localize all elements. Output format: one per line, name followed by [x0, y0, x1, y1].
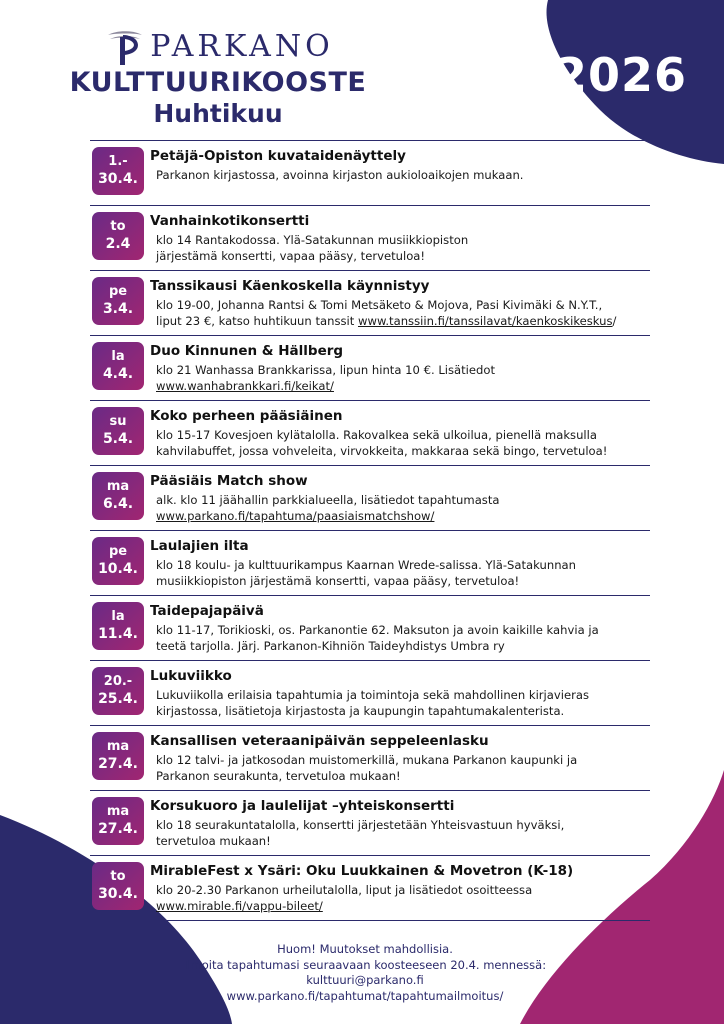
event-link[interactable]: www.wanhabrankkari.fi/keikat/ — [156, 379, 334, 393]
event-link[interactable]: www.tanssiin.fi/tanssilavat/kaenkoskikeskus — [357, 314, 613, 328]
event-title: Vanhainkotikonsertti — [150, 213, 310, 229]
date-badge — [92, 472, 144, 520]
event-line: kahvilabuffet, jossa vohveleita, virvokkeita, makkaraa sekä bingo, tervetuloa! — [156, 444, 608, 458]
event-text: liput 23 €, katso huhtikuun tanssit — [156, 314, 358, 328]
badge-date: 2.4 — [105, 236, 131, 252]
badge-date: 5.4. — [102, 431, 134, 447]
badge-day: pe — [108, 544, 128, 559]
badge-date: 6.4. — [102, 496, 134, 512]
event-line: Lukuviikolla erilaisia tapahtumia ja toimintoja sekä mahdollinen kirjavieras — [156, 688, 590, 702]
badge-date: 10.4. — [98, 561, 138, 577]
badge-date: 4.4. — [102, 366, 134, 382]
event-item — [90, 660, 650, 725]
badge-date: 11.4. — [98, 626, 138, 642]
event-title: Taidepajapäivä — [150, 603, 264, 619]
event-link-tail: / — [612, 314, 617, 328]
badge-date: 25.4. — [98, 691, 138, 707]
event-line: klo 20-2.30 Parkanon urheilutalolla, liput ja lisätiedot osoitteessa — [156, 883, 533, 897]
event-line: klo 15-17 Kovesjoen kylätalolla. Rakovalkea sekä ulkoilua, pienellä maksulla — [156, 428, 597, 442]
event-line — [156, 508, 500, 524]
date-badge — [92, 407, 144, 455]
date-badge — [92, 277, 144, 325]
page-subtitle: Huhtikuu — [153, 99, 283, 128]
event-link[interactable]: www.mirable.fi/vappu-bileet/ — [156, 899, 323, 913]
event-line: klo 21 Wanhassa Brankkarissa, lipun hinta 10 €. Lisätiedot — [156, 363, 496, 377]
date-badge — [92, 732, 144, 780]
event-item — [90, 530, 650, 595]
footer — [150, 942, 580, 1004]
badge-day: la — [111, 349, 125, 364]
badge-day: ma — [106, 479, 130, 494]
badge-date: 27.4. — [98, 821, 138, 837]
date-badge — [92, 602, 144, 650]
event-line: Parkanon kirjastossa, avoinna kirjaston aukioloaikojen mukaan. — [156, 168, 524, 182]
event-line: klo 12 talvi- ja jatkosodan muistomerkillä, mukana Parkanon kaupunki ja — [156, 753, 578, 767]
badge-day: su — [109, 414, 127, 429]
event-description — [156, 297, 616, 329]
date-badge — [92, 342, 144, 390]
event-item — [90, 725, 650, 790]
event-line — [156, 898, 532, 914]
event-item — [90, 790, 650, 855]
footer-url[interactable]: www.parkano.fi/tapahtumat/tapahtumailmoitus/ — [226, 988, 504, 1003]
event-description — [156, 622, 599, 654]
badge-day: to — [110, 869, 126, 884]
date-badge — [92, 212, 144, 260]
event-description — [156, 492, 500, 524]
event-line: alk. klo 11 jäähallin parkkialueella, lisätiedot tapahtumasta — [156, 493, 500, 507]
event-line: klo 18 seurakuntatalolla, konsertti järjestetään Yhteisvastuun hyväksi, — [156, 818, 565, 832]
date-badge — [92, 667, 144, 715]
event-line: klo 11-17, Torikioski, os. Parkanontie 62. Maksuton ja avoin kaikille kahvia ja — [156, 623, 599, 637]
event-title: Petäjä-Opiston kuvataidenäyttely — [150, 148, 406, 164]
parkano-logo — [58, 26, 378, 68]
event-line: teetä tarjolla. Järj. Parkanon-Kihniön Taideyhdistys Umbra ry — [156, 639, 505, 653]
footer-instructions: Ilmoita tapahtumasi seuraavaan koosteeseen 20.4. mennessä: — [183, 957, 547, 972]
event-description — [156, 752, 577, 784]
badge-day: 20.- — [103, 674, 133, 689]
header — [58, 26, 378, 130]
event-description — [156, 427, 607, 459]
badge-day: ma — [106, 804, 130, 819]
event-line: musiikkiopiston järjestämä konsertti, vapaa pääsy, tervetuloa! — [156, 574, 520, 588]
event-line: järjestämä konsertti, vapaa pääsy, tervetuloa! — [156, 249, 426, 263]
event-title: Duo Kinnunen & Hällberg — [150, 343, 344, 359]
event-title: MirableFest x Ysäri: Oku Luukkainen & Movetron (K-18) — [150, 863, 574, 879]
event-item — [90, 400, 650, 465]
badge-day: pe — [108, 284, 128, 299]
footer-email[interactable]: kulttuuri@parkano.fi — [306, 973, 424, 987]
event-title: Kansallisen veteraanipäivän seppeleenlasku — [150, 733, 489, 749]
event-line: klo 18 koulu- ja kulttuurikampus Kaarnan Wrede-salissa. Ylä-Satakunnan — [156, 558, 577, 572]
badge-date: 3.4. — [102, 301, 134, 317]
date-badge — [92, 147, 144, 195]
event-line — [156, 378, 495, 394]
badge-date: 27.4. — [98, 756, 138, 772]
event-title: Laulajien ilta — [150, 538, 249, 554]
parkano-logo-mark — [102, 27, 148, 67]
event-description — [156, 167, 524, 183]
event-item — [90, 855, 650, 921]
event-line: kirjastossa, lisätietoja kirjastosta ja kaupungin tapahtumakalenterista. — [156, 704, 565, 718]
badge-day: ma — [106, 739, 130, 754]
event-description — [156, 557, 576, 589]
event-description — [156, 232, 468, 264]
event-title: Lukuviikko — [150, 668, 232, 684]
year-label: 2026 — [555, 48, 688, 102]
date-badge — [92, 862, 144, 910]
badge-day: 1.- — [108, 154, 128, 169]
event-line: Parkanon seurakunta, tervetuloa mukaan! — [156, 769, 401, 783]
badge-day: to — [110, 219, 126, 234]
event-list — [90, 140, 650, 921]
event-description — [156, 687, 589, 719]
event-title: Koko perheen pääsiäinen — [150, 408, 343, 424]
event-line: klo 19-00, Johanna Rantsi & Tomi Metsäketo & Mojova, Pasi Kivimäki & N.Y.T., — [156, 298, 603, 312]
badge-day: la — [111, 609, 125, 624]
event-title: Korsukuoro ja laulelijat –yhteiskonsertti — [150, 798, 455, 814]
event-link[interactable]: www.parkano.fi/tapahtuma/paasiaismatchshow/ — [156, 509, 435, 523]
logo-text: PARKANO — [150, 29, 334, 64]
date-badge — [92, 537, 144, 585]
event-item — [90, 335, 650, 400]
event-description — [156, 817, 564, 849]
event-line: tervetuloa mukaan! — [156, 834, 271, 848]
badge-date: 30.4. — [98, 886, 138, 902]
event-item — [90, 595, 650, 660]
page-title: KULTTUURIKOOSTE — [69, 67, 367, 98]
footer-notice: Huom! Muutokset mahdollisia. — [277, 942, 453, 956]
date-badge — [92, 797, 144, 845]
event-line — [156, 313, 616, 329]
event-item — [90, 270, 650, 335]
event-item — [90, 140, 650, 205]
event-item — [90, 465, 650, 530]
badge-date: 30.4. — [98, 171, 138, 187]
event-line: klo 14 Rantakodossa. Ylä-Satakunnan musiikkiopiston — [156, 233, 469, 247]
event-title: Tanssikausi Käenkoskella käynnistyy — [150, 278, 430, 294]
event-title: Pääsiäis Match show — [150, 473, 308, 489]
event-description — [156, 882, 532, 914]
event-description — [156, 362, 495, 394]
event-item — [90, 205, 650, 270]
